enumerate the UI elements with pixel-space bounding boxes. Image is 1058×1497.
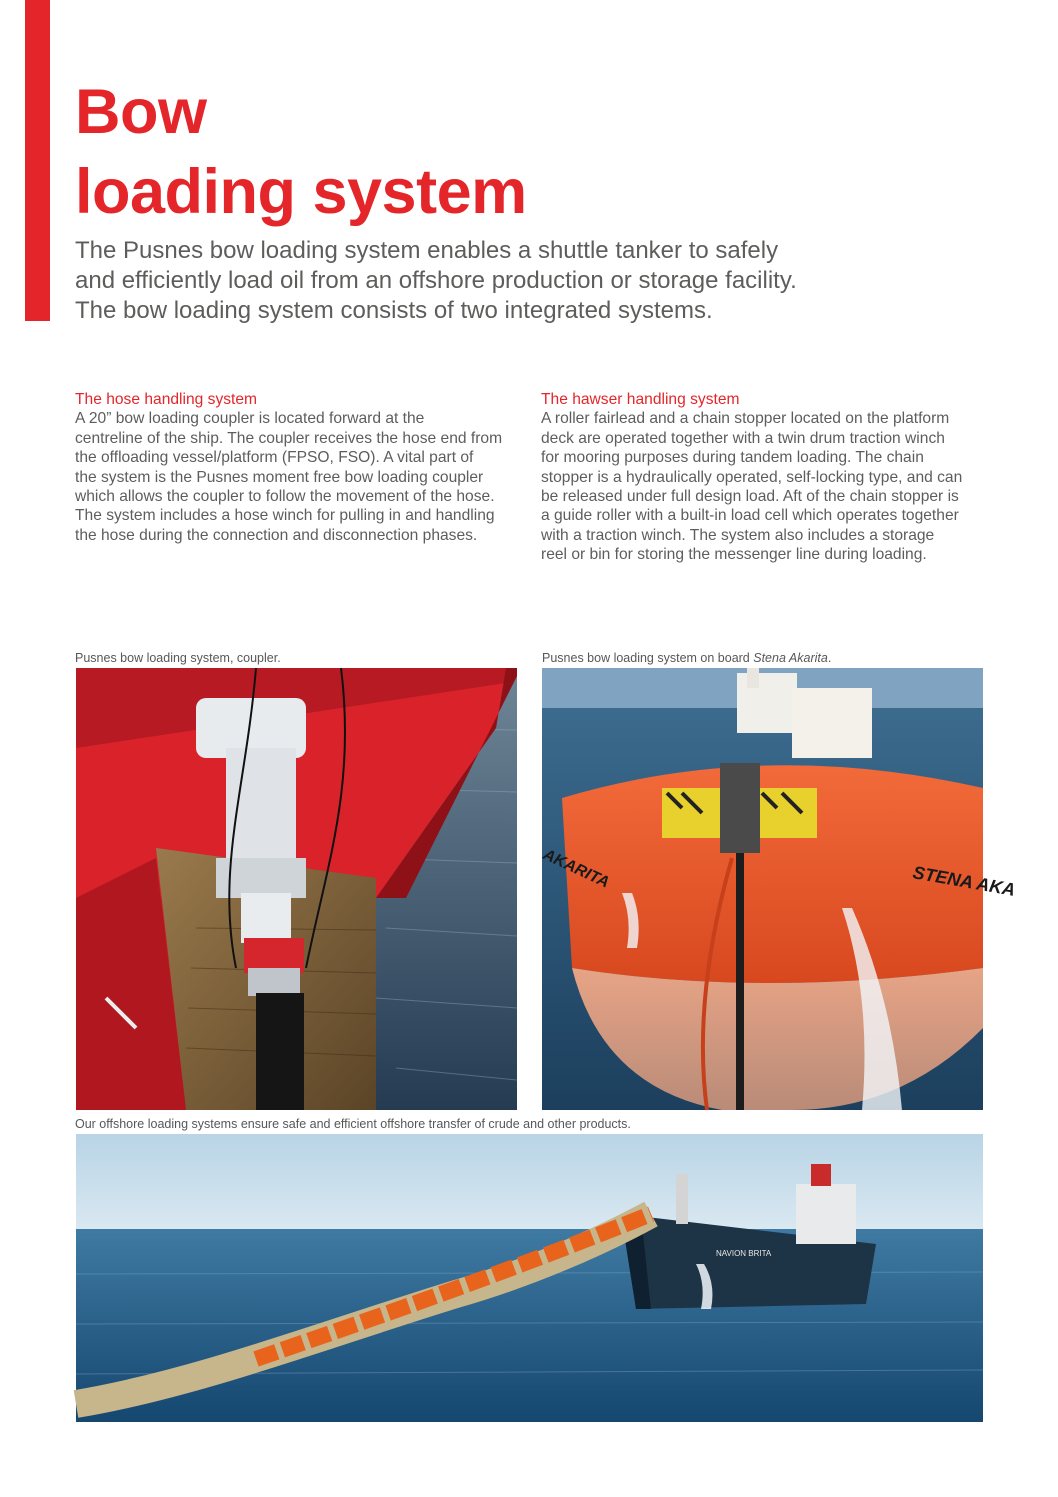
body-line: A roller fairlead and a chain stopper located on the platform: [541, 410, 950, 428]
hose-handling-body: [75, 409, 521, 545]
stena-caption-suffix: .: [827, 651, 832, 665]
title-line-1: Bow: [75, 77, 207, 147]
body-line: A 20” bow loading coupler is located forward at the: [75, 410, 425, 428]
hull-lettering-right: STENA AKA: [911, 862, 1017, 900]
hawser-handling-section: [541, 390, 986, 565]
coupler-caption: Pusnes bow loading system, coupler.: [75, 651, 281, 665]
body-line: reel or bin for storing the messenger line during loading.: [541, 546, 927, 564]
body-line: for mooring purposes during tandem loading. The chain: [541, 449, 924, 467]
page-title: [75, 72, 527, 232]
offshore-caption: Our offshore loading systems ensure safe and efficient offshore transfer of crude and other products.: [75, 1117, 631, 1131]
stena-akarita-photo: [540, 668, 1017, 1110]
body-line: centreline of the ship. The coupler receives the hose end from: [75, 429, 503, 447]
intro-paragraph: [75, 236, 955, 326]
intro-line: and efficiently load oil from an offshore production or storage facility.: [75, 267, 797, 294]
body-line: which allows the coupler to follow the movement of the hose.: [75, 488, 495, 506]
coupler-photo: [76, 668, 517, 1110]
hawser-handling-heading: The hawser handling system: [541, 391, 740, 408]
body-line: be released under full design load. Aft of the chain stopper is: [541, 488, 959, 506]
title-line-2: loading system: [75, 157, 527, 227]
hose-handling-heading: The hose handling system: [75, 391, 258, 408]
body-line: the system is the Pusnes moment free bow loading coupler: [75, 468, 484, 486]
body-line: The system includes a hose winch for pulling in and handling: [75, 507, 495, 525]
body-line: a guide roller with a built-in load cell which operates together: [541, 507, 959, 525]
body-line: deck are operated together with a twin drum traction winch: [541, 429, 945, 447]
accent-bar: [25, 0, 50, 321]
body-line: stopper is a hydraulically operated, self-locking type, and can: [541, 468, 963, 486]
hawser-handling-body: [541, 409, 986, 564]
intro-line: The Pusnes bow loading system enables a shuttle tanker to safely: [75, 237, 779, 264]
body-line: with a traction winch. The system also includes a storage: [541, 526, 935, 544]
body-line: the hose during the connection and disconnection phases.: [75, 526, 478, 544]
body-line: the offloading vessel/platform (FPSO, FSO). A vital part of: [75, 449, 474, 467]
stena-caption-prefix: Pusnes bow loading system on board: [542, 651, 754, 665]
stena-caption: [542, 650, 831, 666]
intro-line: The bow loading system consists of two integrated systems.: [75, 297, 713, 324]
offshore-loading-photo: [76, 1134, 983, 1422]
hose-handling-section: [75, 390, 521, 545]
ship-name: Stena Akarita: [753, 651, 828, 665]
hull-lettering-left: AKARITA: [540, 846, 612, 892]
tanker-lettering: NAVION BRITA: [716, 1249, 772, 1258]
